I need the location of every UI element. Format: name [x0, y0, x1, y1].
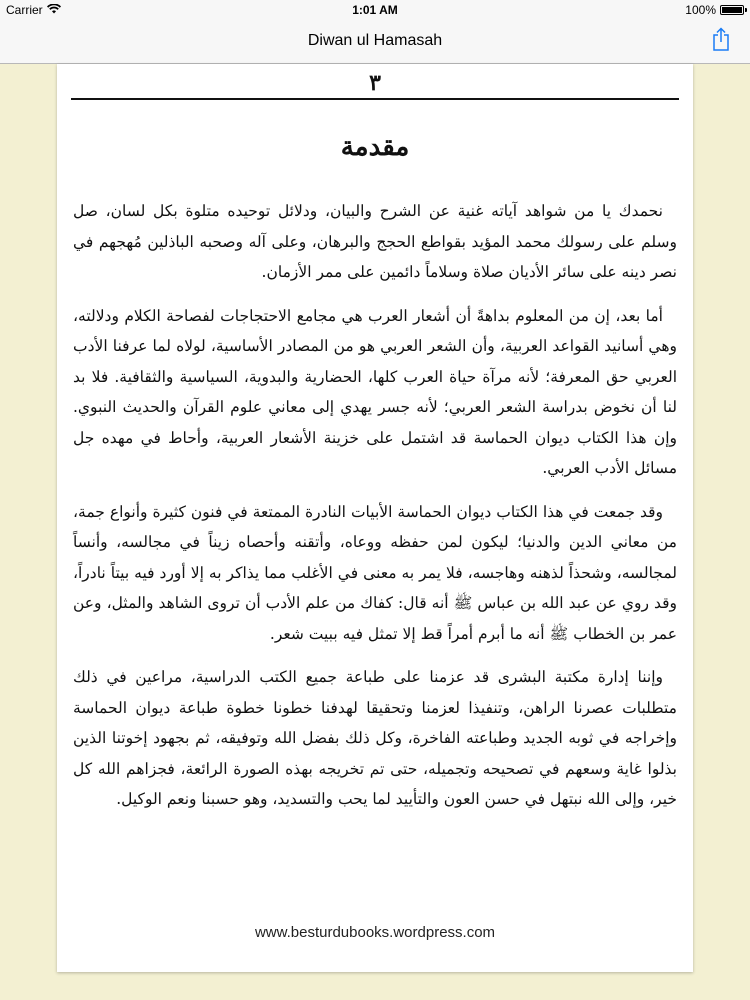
book-page[interactable]	[57, 64, 693, 972]
page-footer-url: www.besturdubooks.wordpress.com	[254, 924, 496, 941]
paragraph-3: وقد جمعت في هذا الكتاب ديوان الحماسة الأبيات النادرة الممتعة في فنون كثيرة وأنواع جمة، من معاني الدين والدنيا؛ ليكون لمن حفظه ووعاه، وأتقنه وأحصاه زيناً في مجالسه، وأنساً لمجالسه، وشحذاً لذهنه وهاجسه، فلا يمر به معنى في الأغلب مما يذاكر به إلا أورد فيه بيتاً نادراً، وقد روي عن عبد الله بن عباس ﷺ أنه قال: كفاك من علم الأدب أن تروى الشاهد والمثل، وعن عمر بن الخطاب ﷺ أنه ما أبرم أمراً قط إلا تمثل فيه ببيت شعر.	[73, 502, 677, 643]
nav-title: Diwan ul Hamasah	[307, 32, 443, 49]
page-body	[73, 196, 677, 828]
share-icon	[712, 27, 730, 55]
header-rule	[71, 98, 679, 100]
battery-indicator	[685, 3, 744, 17]
battery-fill	[722, 7, 742, 13]
share-button[interactable]	[706, 26, 736, 56]
navigation-bar	[0, 20, 750, 64]
paragraph-2: أما بعد، إن من المعلوم بداهةً أن أشعار العرب هي مجامع الاحتجاجات لفصاحة الكلام ودلالته، وهي أسانيد القواعد العربية، وأن الشعر العربي هو من المصادر الأساسية، لولاه لما عرفنا الأدب العربي حق المعرفة؛ لأنه مرآة حياة العرب كلها، الحضارية والبدوية، السياسية والثقافية. فلا بد لنا أن نخوض بدراسة الشعر العربي؛ لأنه جسر يهدي إلى معاني علوم القرآن والحديث النبوي. وإن هذا الكتاب ديوان الحماسة قد اشتمل على خزينة الأشعار العربية، وأحاط في مهده جل مسائل الأدب العربي.	[73, 306, 677, 477]
status-bar	[0, 0, 750, 20]
page-heading: مقدمة	[340, 132, 410, 162]
battery-percent: 100%	[685, 3, 716, 17]
paragraph-4: وإننا إدارة مكتبة البشرى قد عزمنا على طباعة جميع الكتب الدراسية، مراعين في ذلك متطلبات عصرنا الراهن، وتنفيذا لعزمنا وتحقيقا لهدفنا خطونا خطوة طباعة ديوان الحماسة وإخراجه في ثوبه الجديد وطباعته الفاخرة، وكل ذلك بفضل الله وتوفيقه، ثم بجهود إخوتنا الذين بذلوا غاية وسعهم في تصحيحه وتجميله، حتى تم تخريجه بهذه الصورة الرائعة، فجزاهم الله كل خير، وإلى الله نبتهل في حسن العون والتأييد لما يحب والتسديد، وهو حسبنا ونعم الوكيل.	[73, 668, 677, 808]
carrier-label: Carrier	[6, 3, 43, 17]
page-number: ٣	[369, 70, 381, 96]
battery-icon	[720, 5, 744, 15]
clock: 1:01 AM	[352, 3, 398, 17]
paragraph-1: نحمدك يا من شواهد آياته غنية عن الشرح والبيان، ودلائل توحيده متلوة بكل لسان، صل وسلم على رسولك محمد المؤيد بقواطع الحجج والبرهان، وعلى آله وصحبه الباذلين مُهجهم في نصر دينه على سائر الأديان صلاة وسلاماً دائمين على ممر الأزمان.	[73, 202, 677, 281]
